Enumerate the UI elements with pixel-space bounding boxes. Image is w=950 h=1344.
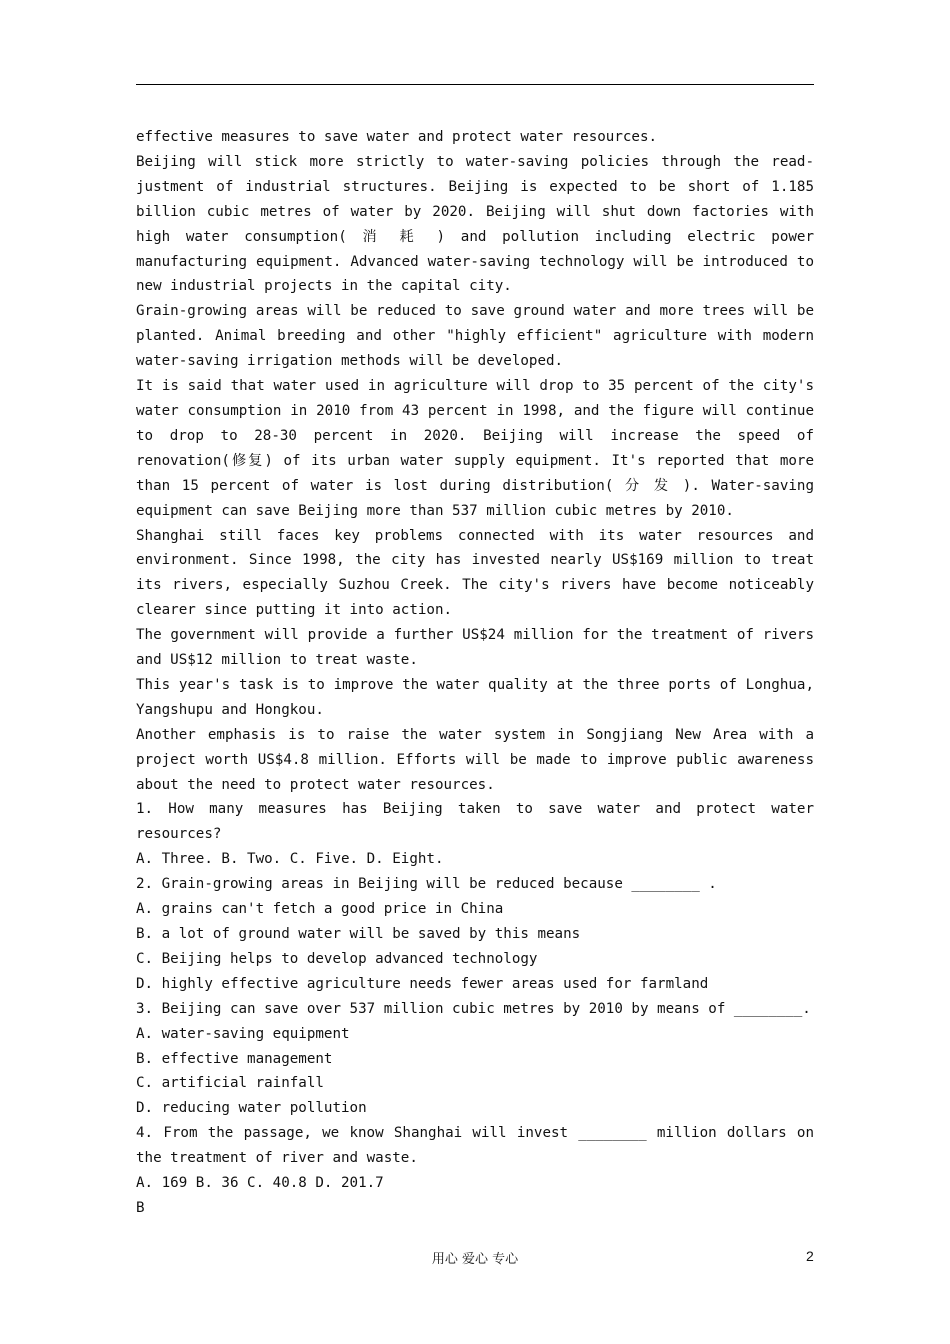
answer-option: B. a lot of ground water will be saved by this means — [136, 926, 581, 942]
question-line: 3. Beijing can save over 537 million cubic metres by 2010 by means of ________. — [136, 1000, 811, 1017]
question-line: 2. Grain-growing areas in Beijing will be reduced because ________ . — [136, 876, 717, 893]
answer-options: A. 169 B. 36 C. 40.8 D. 201.7 — [136, 1175, 384, 1192]
text-line: Shanghai still faces key problems connected with its water resources and — [136, 527, 814, 544]
page-body — [136, 125, 814, 1221]
answer-option: A. grains can't fetch a good price in China — [136, 901, 504, 918]
text-line: clearer since putting it into action. — [136, 602, 453, 619]
answer-options: A. Three. B. Two. C. Five. D. Eight. — [136, 851, 444, 868]
text-line: The government will provide a further US$24 million for the treatment of rivers — [136, 627, 814, 644]
text-line: equipment can save Beijing more than 537 million cubic metres by 2010. — [136, 502, 734, 519]
text-line: and US$12 million to treat waste. — [136, 652, 418, 669]
text-line: renovation(修复) of its urban water supply equipment. It's reported that more — [136, 452, 814, 469]
text-line: Grain-growing areas will be reduced to save ground water and more trees will be — [136, 303, 814, 320]
text-line: manufacturing equipment. Advanced water-saving technology will be introduced to — [136, 253, 814, 270]
text-line: effective measures to save water and protect water resources. — [136, 129, 658, 145]
text-line: water-saving irrigation methods will be developed. — [136, 353, 564, 370]
answer-option: A. water-saving equipment — [136, 1025, 350, 1042]
text-line: environment. Since 1998, the city has invested nearly US$169 million to treat — [136, 552, 814, 569]
text-line: new industrial projects in the capital city. — [136, 278, 512, 295]
answer-option: C. Beijing helps to develop advanced technology — [136, 950, 538, 967]
question-line: resources? — [136, 826, 222, 843]
answer-key: B — [136, 1199, 145, 1216]
header-rule — [136, 84, 814, 85]
question-line: 1. How many measures has Beijing taken to save water and protect water — [136, 801, 814, 818]
text-line: billion cubic metres of water by 2020. Beijing will shut down factories with — [136, 203, 814, 220]
text-line: justment of industrial structures. Beijing is expected to be short of 1.185 — [136, 178, 814, 195]
text-line: This year's task is to improve the water quality at the three ports of Longhua, — [136, 676, 814, 693]
question-line: the treatment of river and waste. — [136, 1150, 418, 1167]
page-footer — [0, 1246, 950, 1270]
text-line: Yangshupu and Hongkou. — [136, 701, 324, 718]
text-line: project worth US$4.8 million. Efforts will be made to improve public awareness — [136, 751, 814, 768]
text-line: about the need to protect water resources. — [136, 776, 495, 793]
text-line: Beijing will stick more strictly to water-saving policies through the read- — [136, 153, 814, 170]
text-line: Another emphasis is to raise the water system in Songjiang New Area with a — [136, 726, 814, 743]
text-line: water consumption in 2010 from 43 percent in 1998, and the figure will continue — [136, 402, 814, 419]
text-line: than 15 percent of water is lost during distribution( 分 发 ). Water-saving — [136, 477, 814, 494]
footer-slogan: 用心 爱心 专心 — [431, 1252, 519, 1267]
text-line: high water consumption( 消 耗 ) and pollution including electric power — [136, 228, 814, 245]
text-line: planted. Animal breeding and other "highly efficient" agriculture with modern — [136, 328, 814, 345]
answer-option: B. effective management — [136, 1050, 333, 1067]
answer-option: D. highly effective agriculture needs fewer areas used for farmland — [136, 975, 709, 992]
answer-option: C. artificial rainfall — [136, 1075, 324, 1092]
question-line: 4. From the passage, we know Shanghai will invest ________ million dollars on — [136, 1125, 814, 1142]
text-line: its rivers, especially Suzhou Creek. The city's rivers have become noticeably — [136, 577, 814, 594]
text-line: to drop to 28-30 percent in 2020. Beijing will increase the speed of — [136, 427, 814, 444]
answer-option: D. reducing water pollution — [136, 1100, 367, 1117]
text-line: It is said that water used in agriculture will drop to 35 percent of the city's — [136, 378, 814, 395]
page-number: 2 — [806, 1248, 814, 1264]
